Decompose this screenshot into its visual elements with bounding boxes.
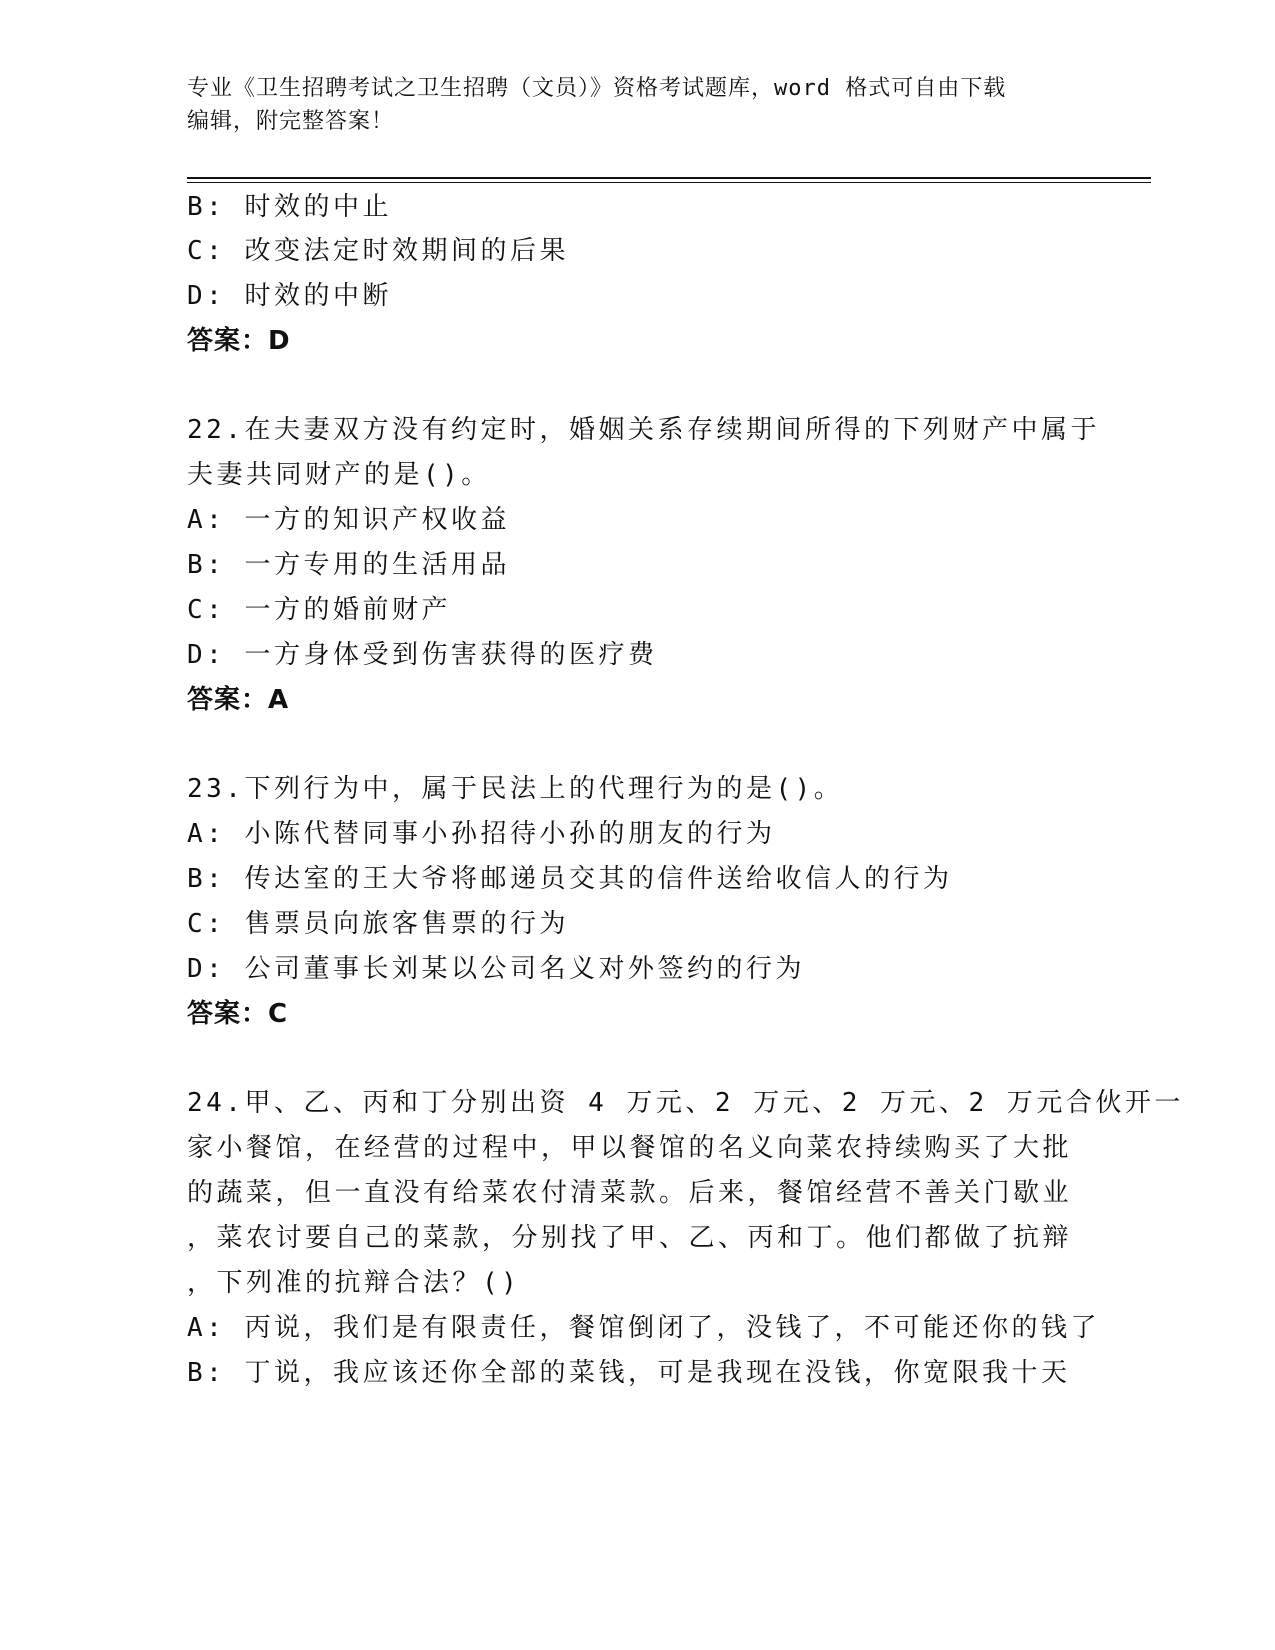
q22-option-d: D: 一方身体受到伤害获得的医疗费 [187,640,658,670]
q24-stem-line-2: 家小餐馆，在经营的过程中，甲以餐馆的名义向菜农持续购买了大批 [187,1133,1073,1163]
q24-stem-line-1: 24.甲、乙、丙和丁分别出资 4 万元、2 万元、2 万元、2 万元合伙开一 [187,1088,1184,1118]
q23-option-a: A: 小陈代替同事小孙招待小孙的朋友的行为 [187,819,776,849]
header-line-1: 专业《卫生招聘考试之卫生招聘（文员）》资格考试题库，word 格式可自由下载 [187,76,1007,101]
q21-option-d: D: 时效的中断 [187,281,392,311]
header-divider-thick [187,177,1151,179]
q23-stem-line-1: 23.下列行为中，属于民法上的代理行为的是()。 [187,774,844,804]
q22-option-c: C: 一方的婚前财产 [187,595,451,625]
q22-option-b: B: 一方专用的生活用品 [187,550,510,580]
q23-option-d: D: 公司董事长刘某以公司名义对外签约的行为 [187,954,805,984]
q24-stem-line-3: 的蔬菜，但一直没有给菜农付清菜款。后来，餐馆经营不善关门歇业 [187,1178,1073,1208]
document-header [187,72,1087,138]
q21-answer: 答案：D [187,326,291,356]
q22-option-a: A: 一方的知识产权收益 [187,505,510,535]
q23-option-c: C: 售票员向旅客售票的行为 [187,909,569,939]
q24-option-a: A: 丙说，我们是有限责任，餐馆倒闭了，没钱了，不可能还你的钱了 [187,1313,1100,1343]
q23-answer: 答案：C [187,999,289,1029]
q21-option-c: C: 改变法定时效期间的后果 [187,236,569,266]
q24-stem-line-4: ，菜农讨要自己的菜款，分别找了甲、乙、丙和丁。他们都做了抗辩 [187,1223,1073,1253]
q23-option-b: B: 传达室的王大爷将邮递员交其的信件送给收信人的行为 [187,864,953,894]
q22-stem-line-1: 22.在夫妻双方没有约定时，婚姻关系存续期间所得的下列财产中属于 [187,415,1100,445]
q22-answer: 答案：A [187,685,290,715]
q24-stem-line-5: ，下列准的抗辩合法？() [187,1268,521,1298]
q22-stem-line-2: 夫妻共同财产的是()。 [187,460,491,490]
q24-option-b: B: 丁说，我应该还你全部的菜钱，可是我现在没钱，你宽限我十天 [187,1358,1071,1388]
header-divider-thin [187,182,1151,183]
q21-option-b: B: 时效的中止 [187,192,392,222]
header-line-2: 编辑，附完整答案！ [187,109,395,134]
